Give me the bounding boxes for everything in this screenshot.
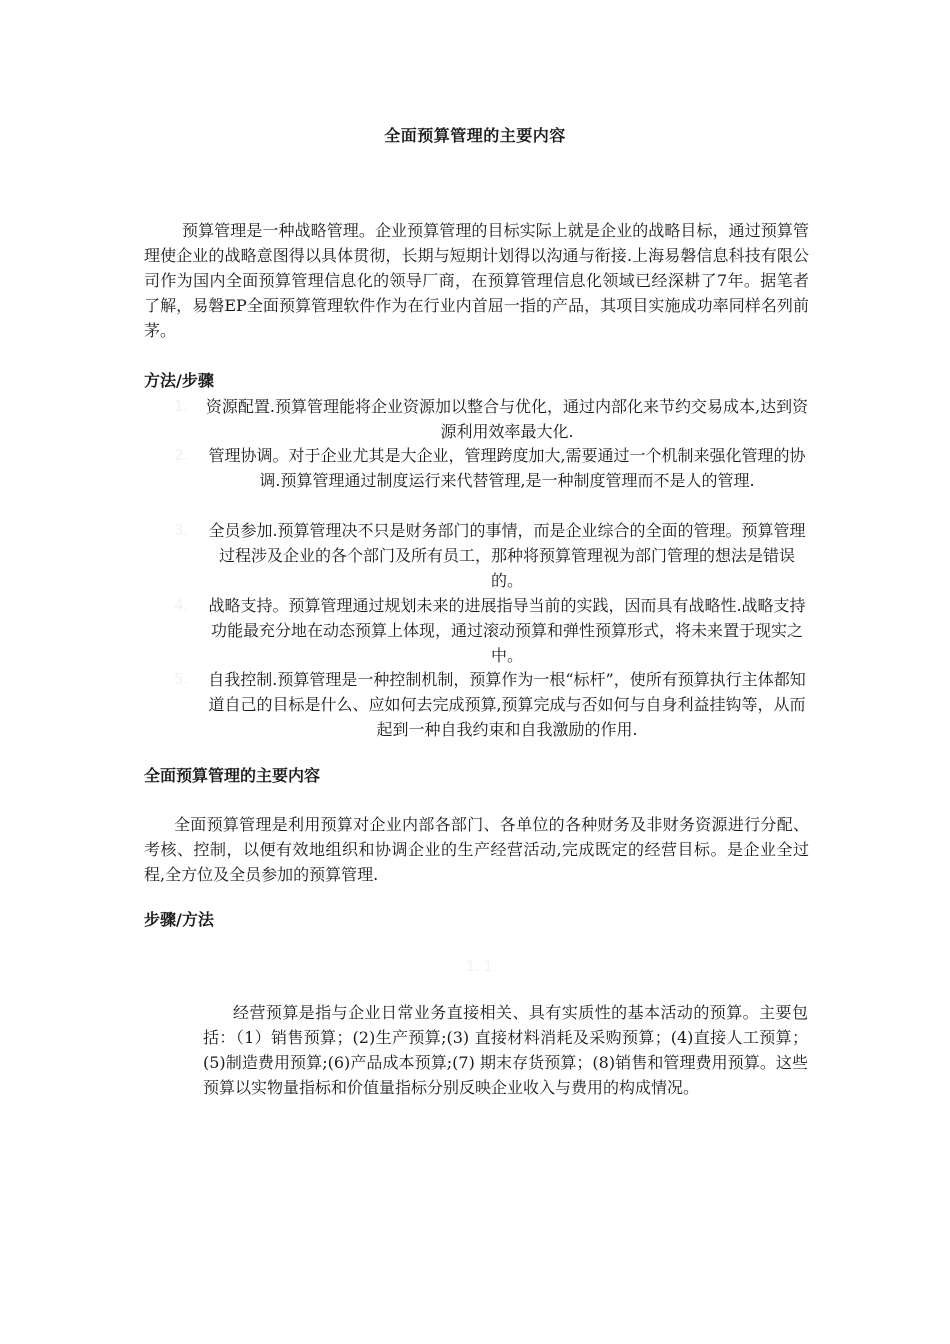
- step-number: 2.: [174, 446, 189, 464]
- step-item: [174, 443, 810, 493]
- step-number: 3.: [174, 521, 189, 539]
- step-text: 管理协调。对于企业尤其是大企业，管理跨度加大,需要通过一个机制来强化管理的协调.预算管理通过制度运行来代替管理,是一种制度管理而不是人的管理.: [208, 446, 806, 490]
- document-title: 全面预算管理的主要内容: [384, 126, 566, 145]
- step-text: 资源配置.预算管理能将企业资源加以整合与优化，通过内部化来节约交易成本,达到资源利用效率最大化.: [205, 397, 809, 441]
- step-item: [174, 593, 810, 668]
- step-item: [174, 394, 810, 444]
- step-text: 战略支持。预算管理通过规划未来的进展指导当前的实践，因而具有战略性.战略支持功能最充分地在动态预算上体现，通过滚动预算和弹性预算形式，将未来置于现实之中。: [208, 596, 806, 665]
- faint-step-marker: 1. 1: [466, 959, 493, 975]
- step-number: 5.: [174, 670, 189, 688]
- operating-budget-paragraph: 经营预算是指与企业日常业务直接相关、具有实质性的基本活动的预算。主要包括：（1）销售预算；(2)生产预算;(3) 直接材料消耗及采购预算；(4)直接人工预算；(5)制造费用预算;(6)产品成本预算;(7) 期末存货预算；(8)销售和管理费用预算。这些预算以实物量指标和价值量指标分别反映企业收入与费用的构成情况。: [203, 1003, 808, 1097]
- step-text: 自我控制.预算管理是一种控制机制，预算作为一根“标杆”，使所有预算执行主体都知道自己的目标是什么、应如何去完成预算,预算完成与否如何与自身利益挂钩等，从而起到一种自我约束和自我激励的作用.: [208, 670, 806, 739]
- method-heading: 方法/步骤: [144, 371, 214, 390]
- steps-heading: 步骤/方法: [144, 910, 214, 929]
- intro-paragraph: 预算管理是一种战略管理。企业预算管理的目标实际上就是企业的战略目标，通过预算管理使企业的战略意图得以具体贯彻，长期与短期计划得以沟通与衔接.上海易磐信息科技有限公司作为国内全面预算管理信息化的领导厂商，在预算管理信息化领域已经深耕了7年。据笔者了解，易磐EP全面预算管理软件作为在行业内首屈一指的产品，其项目实施成功率同样名列前茅。: [144, 221, 809, 340]
- step-number: 4.: [174, 596, 189, 614]
- step-item: [174, 667, 810, 742]
- step-text: 全员参加.预算管理决不只是财务部门的事情，而是企业综合的全面的管理。预算管理过程涉及企业的各个部门及所有员工，那种将预算管理视为部门管理的想法是错误的。: [208, 521, 806, 590]
- step-number: 1.: [174, 397, 189, 415]
- step-item: [174, 518, 810, 593]
- content-paragraph: 全面预算管理是利用预算对企业内部各部门、各单位的各种财务及非财务资源进行分配、考核、控制，以便有效地组织和协调企业的生产经营活动,完成既定的经营目标。是企业全过程,全方位及全员参加的预算管理.: [144, 815, 809, 884]
- content-heading: 全面预算管理的主要内容: [144, 766, 321, 785]
